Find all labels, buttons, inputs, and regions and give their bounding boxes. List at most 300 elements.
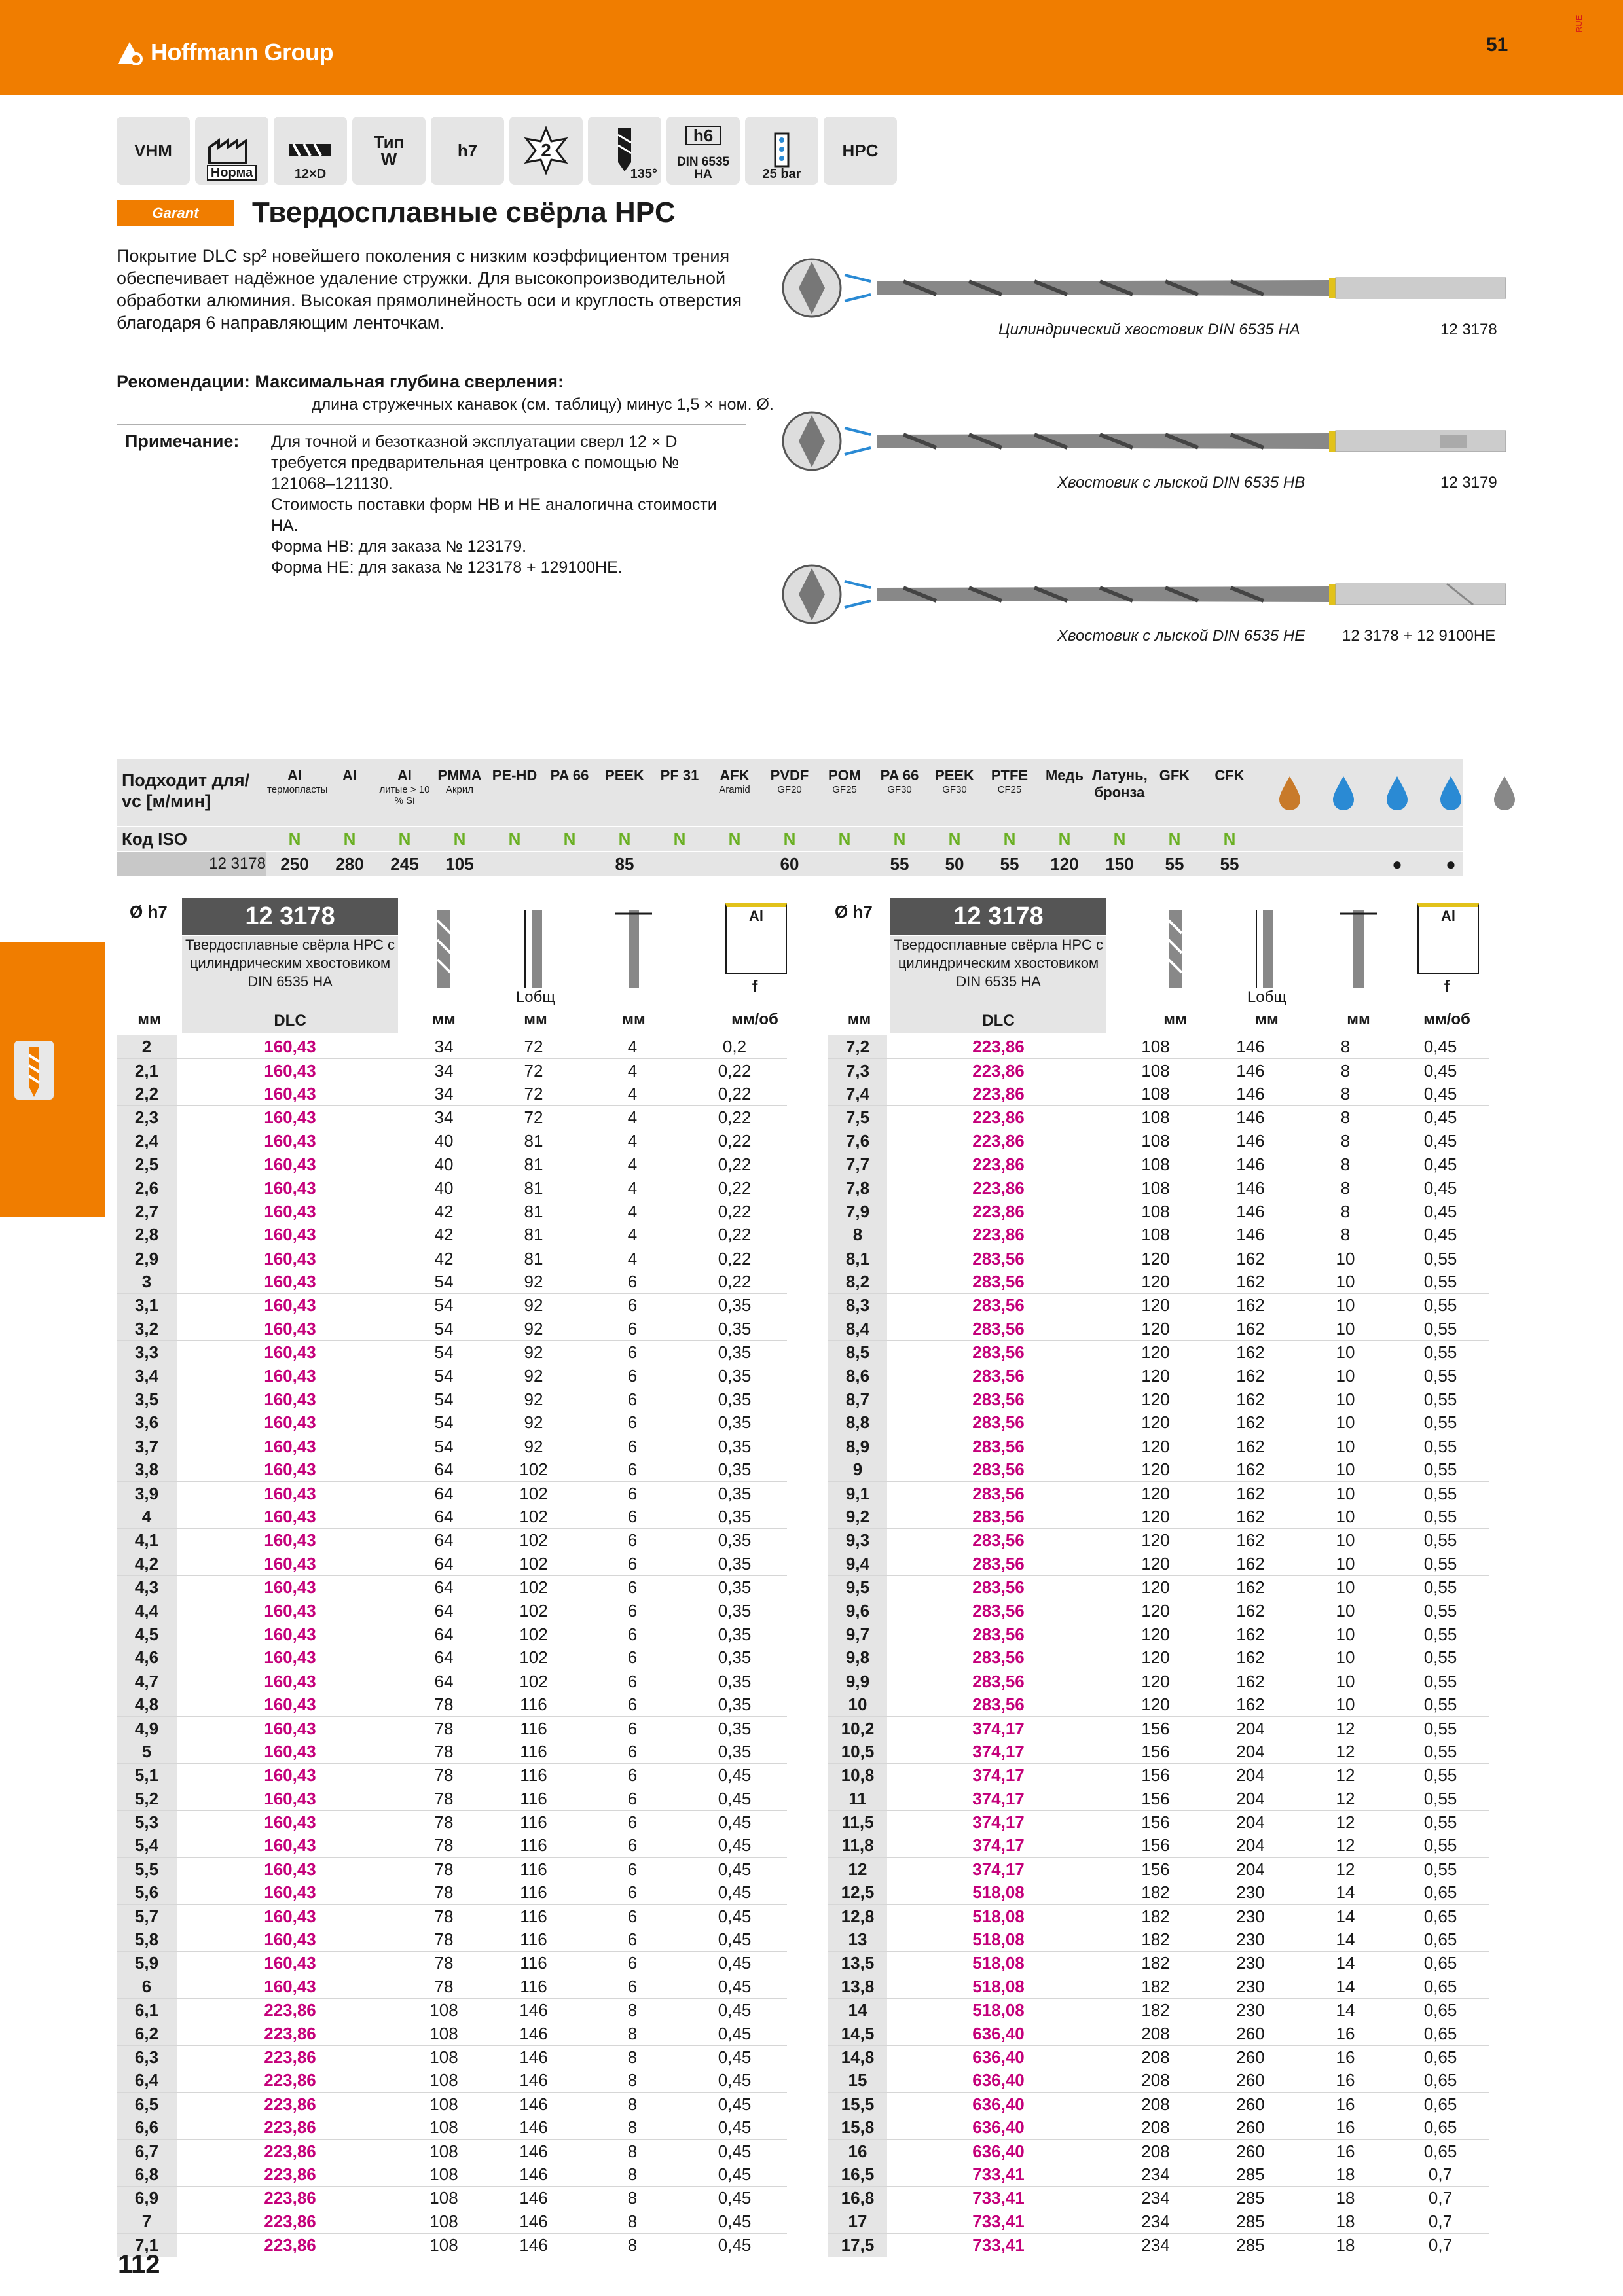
price-cell: 636,40	[887, 2069, 1110, 2092]
dia-cell: 11,5	[828, 1810, 887, 1834]
price-cell: 223,86	[264, 2235, 316, 2255]
flute-length-cell: 120	[1110, 1318, 1201, 1341]
shank-cell: 16	[1336, 2094, 1355, 2114]
shank-cell: 4	[627, 1155, 638, 1175]
total-length-cell: 116	[520, 1953, 547, 1973]
table-row	[117, 1599, 787, 1623]
data-table-right	[828, 1035, 1489, 2257]
flute-length-cell: 156	[1141, 1765, 1170, 1785]
price-cell: 374,17	[972, 1812, 1025, 1833]
vc-value: 250	[280, 854, 309, 874]
flute-length-cell: 208	[1110, 2116, 1201, 2140]
total-length-cell: 162	[1236, 1530, 1265, 1551]
feed-cell: 0,55	[1423, 1248, 1457, 1268]
flute-length-cell: 108	[1141, 1155, 1170, 1175]
unit-mm: мм	[1255, 1011, 1279, 1028]
vc-value: 105	[445, 854, 474, 874]
article-description: Твердосплавные свёрла HPC с цилиндрическим хвостовиком DIN 6535 HA	[182, 936, 398, 1009]
feed-cell: 0,65	[1423, 1953, 1457, 1973]
note-text	[271, 431, 736, 578]
total-length-cell: 204	[1236, 1859, 1265, 1879]
feed-cell: 0,35	[718, 1671, 752, 1691]
drill-he-article: 12 3178 + 12 9100HE	[1342, 627, 1496, 645]
total-length-cell: 146	[1236, 1201, 1265, 1221]
feed-cell: 0,45	[1423, 1155, 1457, 1175]
feed-cell: 0,35	[718, 1295, 752, 1316]
dia-cell: 3,2	[117, 1318, 177, 1341]
recommendation-label: Рекомендации:	[117, 372, 250, 391]
dia-cell: 9,1	[828, 1482, 887, 1505]
dia-cell: 6,3	[117, 2045, 177, 2069]
shank-cell: 16	[1336, 2047, 1355, 2067]
col-f-label: f	[1444, 977, 1450, 996]
vc-value	[487, 852, 542, 876]
price-cell: 160,43	[177, 1646, 403, 1670]
price-cell: 518,08	[972, 2000, 1025, 2020]
dia-cell: 12,8	[828, 1905, 887, 1928]
flute-length-cell: 182	[1110, 1975, 1201, 1999]
price-cell: 636,40	[972, 2094, 1025, 2114]
dia-cell: 11,8	[828, 1834, 887, 1857]
dia-cell: 6	[117, 1975, 177, 1999]
table-row	[828, 1083, 1489, 1106]
feed-cell: 0,22	[682, 1270, 787, 1294]
dia-cell: 7,6	[828, 1130, 887, 1153]
total-length-cell: 162	[1236, 1248, 1265, 1268]
table-row	[117, 1575, 787, 1599]
dia-cell: 17	[828, 2210, 887, 2234]
flute-length-cell: 34	[403, 1035, 484, 1059]
flute-length-cell: 108	[429, 2188, 458, 2208]
table-row	[828, 1130, 1489, 1153]
spec-type: Тип W	[352, 117, 426, 185]
shank-cell: 12	[1336, 1718, 1355, 1738]
iso-code: N	[508, 829, 521, 849]
feed-cell: 0,22	[682, 1223, 787, 1247]
dia-cell: 16	[828, 2140, 887, 2163]
table-row	[117, 1952, 787, 1975]
table-row	[828, 1482, 1489, 1505]
shank-cell: 4	[627, 1248, 638, 1268]
shank-cell: 4	[583, 1223, 682, 1247]
table-row	[117, 2045, 787, 2069]
price-cell: 223,86	[177, 2210, 403, 2234]
feed-cell: 0,55	[1391, 1318, 1489, 1341]
flute-length-cell: 108	[1110, 1083, 1201, 1106]
dia-cell: 9,4	[828, 1552, 887, 1576]
flute-length-cell: 156	[1141, 1718, 1170, 1738]
spec-length: 12×D	[274, 117, 347, 185]
feed-cell: 0,65	[1391, 1975, 1489, 1999]
total-length-cell: 92	[484, 1318, 583, 1341]
total-length-cell: 162	[1236, 1390, 1265, 1410]
total-length-cell: 162	[1201, 1270, 1300, 1294]
flute-length-cell: 120	[1141, 1342, 1170, 1363]
price-cell: 223,86	[887, 1130, 1110, 1153]
total-length-cell: 146	[519, 2141, 548, 2161]
price-cell: 160,43	[264, 1624, 316, 1644]
price-cell: 223,86	[264, 2047, 316, 2067]
total-length-cell: 162	[1201, 1599, 1300, 1623]
shank-cell: 6	[627, 1671, 638, 1691]
shank-cell: 6	[583, 1693, 682, 1717]
shank-cell: 14	[1336, 1953, 1355, 1973]
total-length-cell: 204	[1201, 1787, 1300, 1811]
drill-tab-icon	[14, 1041, 54, 1100]
dia-cell: 6,2	[117, 2022, 177, 2045]
flute-length-cell: 78	[434, 1906, 454, 1926]
total-length-cell: 81	[484, 1223, 583, 1247]
total-length-cell: 146	[1201, 1035, 1300, 1059]
coolant-mark: ●	[1392, 854, 1402, 874]
flute-length-cell: 78	[403, 1928, 484, 1952]
flute-length-cell: 64	[434, 1483, 454, 1503]
total-length-cell: 92	[524, 1390, 543, 1410]
dia-cell: 9,6	[828, 1599, 887, 1623]
total-length-cell: 204	[1201, 1834, 1300, 1857]
shank-cell: 14	[1300, 1928, 1391, 1952]
shank-cell: 4	[583, 1130, 682, 1153]
feed-cell: 0,7	[1428, 2188, 1453, 2208]
iso-code: N	[948, 829, 961, 849]
flute-length-cell: 54	[434, 1436, 454, 1456]
feed-cell: 0,65	[1423, 2094, 1457, 2114]
material-header: GFK	[1159, 767, 1190, 783]
table-row	[828, 2163, 1489, 2187]
vc-value: 55	[1000, 854, 1019, 874]
flute-length-cell: 64	[403, 1505, 484, 1529]
shank-cell: 6	[583, 1646, 682, 1670]
material-header: PF 31	[660, 767, 699, 783]
table-row	[117, 2092, 787, 2116]
price-cell: 160,43	[177, 1505, 403, 1529]
flute-length-cell: 54	[434, 1342, 454, 1363]
flute-length-cell: 40	[434, 1155, 454, 1175]
total-length-cell: 146	[519, 2094, 548, 2114]
feed-cell: 0,55	[1391, 1787, 1489, 1811]
coolant-mark	[1264, 852, 1316, 876]
table-row	[117, 1740, 787, 1764]
feed-cell: 0,35	[718, 1624, 752, 1644]
price-cell: 283,56	[972, 1624, 1025, 1644]
feed-cell: 0,22	[682, 1130, 787, 1153]
factory-icon	[206, 134, 258, 167]
price-cell: 223,86	[264, 2141, 316, 2161]
feed-cell: 0,55	[1423, 1624, 1457, 1644]
feed-cell: 0,45	[1423, 1201, 1457, 1221]
table-row	[117, 1106, 787, 1130]
shank-cell: 4	[583, 1083, 682, 1106]
table-row	[117, 1505, 787, 1529]
price-cell: 160,43	[177, 1223, 403, 1247]
dia-cell: 8,3	[828, 1294, 887, 1318]
dia-cell: 2,4	[117, 1130, 177, 1153]
shank-cell: 10	[1300, 1646, 1391, 1670]
price-cell: 223,86	[887, 1083, 1110, 1106]
table-row	[117, 2022, 787, 2045]
shank-cell: 8	[583, 2069, 682, 2092]
shank-cell: 14	[1336, 1906, 1355, 1926]
price-cell: 160,43	[264, 1859, 316, 1879]
feed-cell: 0,7	[1428, 2235, 1453, 2255]
flute-length-cell: 120	[1110, 1364, 1201, 1388]
vc-value: 50	[945, 854, 964, 874]
flute-length-cell: 156	[1141, 1859, 1170, 1879]
note-line: Форма HE: для заказа № 123178 + 129100HE.	[271, 558, 623, 577]
dia-cell: 2,1	[117, 1059, 177, 1083]
total-length-cell: 116	[520, 1812, 547, 1833]
feed-cell: 0,45	[682, 1928, 787, 1952]
shank-cell: 14	[1300, 1881, 1391, 1905]
flute-length-cell: 208	[1110, 2069, 1201, 2092]
total-length-cell: 92	[484, 1411, 583, 1435]
table-row	[117, 2210, 787, 2234]
table-row	[117, 1905, 787, 1928]
dia-cell: 3	[117, 1270, 177, 1294]
shank-cell: 12	[1336, 1812, 1355, 1833]
dia-cell: 3,8	[117, 1458, 177, 1482]
price-cell: 283,56	[887, 1599, 1110, 1623]
material-header: AFK Aramid	[719, 767, 750, 795]
shank-cell: 18	[1336, 2235, 1355, 2255]
dia-label: Ø h7	[835, 902, 873, 922]
flute-length-cell: 120	[1141, 1624, 1170, 1644]
dia-cell: 2	[117, 1035, 177, 1059]
total-length-cell: 72	[524, 1060, 543, 1081]
table-row	[828, 1623, 1489, 1646]
dia-cell: 13,8	[828, 1975, 887, 1999]
flute-length-cell: 108	[429, 2141, 458, 2161]
feed-cell: 0,45	[1391, 1223, 1489, 1247]
total-length-cell: 162	[1236, 1483, 1265, 1503]
total-length-cell: 102	[519, 1530, 548, 1551]
table-row	[828, 2140, 1489, 2163]
feed-cell: 0,35	[718, 1390, 752, 1410]
price-cell: 160,43	[264, 1248, 316, 1268]
total-length-cell: 146	[1201, 1176, 1300, 1200]
table-row	[828, 2022, 1489, 2045]
feed-cell: 0,55	[1423, 1671, 1457, 1691]
feed-cell: 0,35	[682, 1411, 787, 1435]
price-cell: 374,17	[887, 1740, 1110, 1764]
shank-cell: 6	[583, 1364, 682, 1388]
iso-code: N	[1223, 829, 1236, 849]
drill-image-hb	[779, 408, 1512, 500]
total-length-cell: 285	[1201, 2210, 1300, 2234]
price-cell: 160,43	[177, 1552, 403, 1576]
total-length-cell: 162	[1201, 1646, 1300, 1670]
flute-length-cell: 78	[403, 1881, 484, 1905]
price-cell: 160,43	[264, 1107, 316, 1128]
material-header: PTFE CF25	[991, 767, 1029, 795]
brand-name: Hoffmann Group	[151, 39, 333, 65]
price-cell: 636,40	[972, 2047, 1025, 2067]
feed-cell: 0,45	[718, 1765, 752, 1785]
total-length-cell: 81	[524, 1201, 543, 1221]
total-length-cell: 116	[520, 1906, 547, 1926]
table-row	[828, 1975, 1489, 1999]
feed-cell: 0,45	[682, 1787, 787, 1811]
dia-cell: 2,7	[117, 1200, 177, 1223]
total-length-cell: 162	[1201, 1552, 1300, 1576]
coolant-channel-icon	[762, 131, 801, 170]
price-cell: 160,43	[177, 1881, 403, 1905]
feed-cell: 0,35	[682, 1458, 787, 1482]
dia-cell: 3,5	[117, 1388, 177, 1411]
article-header: 12 3178	[890, 898, 1106, 935]
dia-cell: 8,1	[828, 1247, 887, 1270]
total-length-cell: 162	[1201, 1505, 1300, 1529]
table-row	[828, 1035, 1489, 1059]
table-row	[117, 1529, 787, 1552]
price-cell: 283,56	[972, 1530, 1025, 1551]
feed-cell: 0,55	[1423, 1812, 1457, 1833]
feed-cell: 0,65	[1391, 2022, 1489, 2045]
total-length-cell: 116	[520, 1765, 547, 1785]
feed-cell: 0,22	[718, 1155, 752, 1175]
price-cell: 160,43	[264, 1906, 316, 1926]
table-row	[828, 1999, 1489, 2022]
material-header: PA 66	[550, 767, 589, 783]
flute-length-cell: 42	[434, 1248, 454, 1268]
total-length-cell: 204	[1201, 1740, 1300, 1764]
flute-length-cell: 108	[1110, 1035, 1201, 1059]
vc-value: 55	[890, 854, 909, 874]
unit-mm: мм	[622, 1011, 646, 1028]
shank-cell: 10	[1336, 1295, 1355, 1316]
flute-length-cell: 78	[403, 1975, 484, 1999]
table-row	[117, 1035, 787, 1059]
price-cell: 160,43	[177, 1035, 403, 1059]
feed-cell: 0,22	[718, 1248, 752, 1268]
feed-cell: 0,55	[1423, 1390, 1457, 1410]
table-row	[117, 1083, 787, 1106]
dia-cell: 4	[117, 1505, 177, 1529]
total-length-cell: 102	[519, 1483, 548, 1503]
total-length-cell: 285	[1201, 2163, 1300, 2187]
total-length-cell: 102	[519, 1577, 548, 1598]
price-cell: 160,43	[264, 1483, 316, 1503]
shank-cell: 8	[627, 2047, 638, 2067]
total-length-cell: 102	[484, 1552, 583, 1576]
feed-cell: 0,35	[682, 1599, 787, 1623]
total-length-cell: 146	[1201, 1083, 1300, 1106]
price-cell: 223,86	[177, 2163, 403, 2187]
shank-cell: 10	[1300, 1364, 1391, 1388]
spec-vhm: VHM	[117, 117, 190, 185]
article-header: 12 3178	[182, 898, 398, 935]
page-title: Твердосплавные свёрла HPC	[252, 196, 676, 228]
feed-cell: 0,55	[1423, 1295, 1457, 1316]
iso-code: N	[1058, 829, 1071, 849]
table-row	[828, 1834, 1489, 1857]
dia-cell: 8,7	[828, 1388, 887, 1411]
flute-length-cell: 108	[403, 2116, 484, 2140]
feed-cell: 0,35	[682, 1740, 787, 1764]
note-line: Форма HB: для заказа № 123179.	[271, 537, 527, 556]
flute-length-cell: 34	[434, 1060, 454, 1081]
shank-cell: 10	[1300, 1458, 1391, 1482]
dia-cell: 5,4	[117, 1834, 177, 1857]
dia-cell: 9,3	[828, 1529, 887, 1552]
dia-cell: 5,6	[117, 1881, 177, 1905]
drill-ha-article: 12 3178	[1440, 321, 1497, 338]
table-row	[117, 1693, 787, 1717]
dia-cell: 15,5	[828, 2092, 887, 2116]
flute-length-cell: 182	[1141, 1953, 1170, 1973]
iso-row	[117, 827, 1463, 851]
dia-cell: 2,5	[117, 1153, 177, 1176]
total-length-cell: 230	[1236, 1953, 1265, 1973]
total-length-cell: 146	[1236, 1060, 1265, 1081]
col-l-label: Lобщ	[1247, 988, 1287, 1006]
price-cell: 283,56	[972, 1671, 1025, 1691]
price-cell: 160,43	[177, 1411, 403, 1435]
total-length-cell: 285	[1236, 2235, 1265, 2255]
flute-length-cell: 54	[403, 1318, 484, 1341]
dia-cell: 7,9	[828, 1200, 887, 1223]
table-row	[828, 2187, 1489, 2210]
flute-length-cell: 64	[434, 1624, 454, 1644]
price-cell: 160,43	[177, 1928, 403, 1952]
drill-ha-caption: Цилиндрический хвостовик DIN 6535 HA	[998, 321, 1300, 338]
price-cell: 160,43	[177, 1693, 403, 1717]
dia-cell: 15	[828, 2069, 887, 2092]
dia-cell: 14,8	[828, 2045, 887, 2069]
iso-code: N	[563, 829, 576, 849]
total-length-cell: 81	[524, 1248, 543, 1268]
table-row	[117, 1787, 787, 1811]
table-row	[828, 1599, 1489, 1623]
price-cell: 223,86	[972, 1107, 1025, 1128]
flute-length-cell: 78	[434, 1765, 454, 1785]
drill-ha-icon	[779, 255, 1512, 321]
price-cell: 636,40	[887, 2116, 1110, 2140]
shank-cell: 10	[1300, 1505, 1391, 1529]
table-row	[117, 1200, 787, 1223]
flute-length-cell: 156	[1110, 1740, 1201, 1764]
feed-cell: 0,55	[1423, 1577, 1457, 1598]
feed-cell: 0,45	[718, 2141, 752, 2161]
total-length-cell: 116	[520, 1859, 547, 1879]
shank-cell: 10	[1336, 1483, 1355, 1503]
price-cell: 160,43	[177, 1787, 403, 1811]
table-row	[117, 1153, 787, 1176]
total-length-cell: 260	[1236, 2094, 1265, 2114]
drill-he-icon	[779, 562, 1512, 627]
feed-cell: 0,35	[718, 1718, 752, 1738]
total-length-cell: 72	[524, 1107, 543, 1128]
recommendation-title: Максимальная глубина сверления:	[255, 372, 564, 391]
total-length-cell: 285	[1236, 2188, 1265, 2208]
dia-cell: 4,9	[117, 1717, 177, 1740]
shank-cell: 6	[627, 1765, 638, 1785]
dia-cell: 9,7	[828, 1623, 887, 1646]
price-cell: 223,86	[264, 2094, 316, 2114]
feed-cell: 0,22	[682, 1083, 787, 1106]
table-row	[117, 1717, 787, 1740]
table-row	[828, 1247, 1489, 1270]
mql-icon	[1478, 759, 1531, 840]
price-cell: 223,86	[972, 1155, 1025, 1175]
price-cell: 160,43	[264, 1342, 316, 1363]
unit-mm-rev: мм/об	[1423, 1011, 1470, 1028]
total-length-cell: 162	[1201, 1411, 1300, 1435]
shank-cell: 10	[1336, 1436, 1355, 1456]
dia-cell: 6,8	[117, 2163, 177, 2187]
flute-length-cell: 108	[1110, 1223, 1201, 1247]
dia-cell: 5,2	[117, 1787, 177, 1811]
